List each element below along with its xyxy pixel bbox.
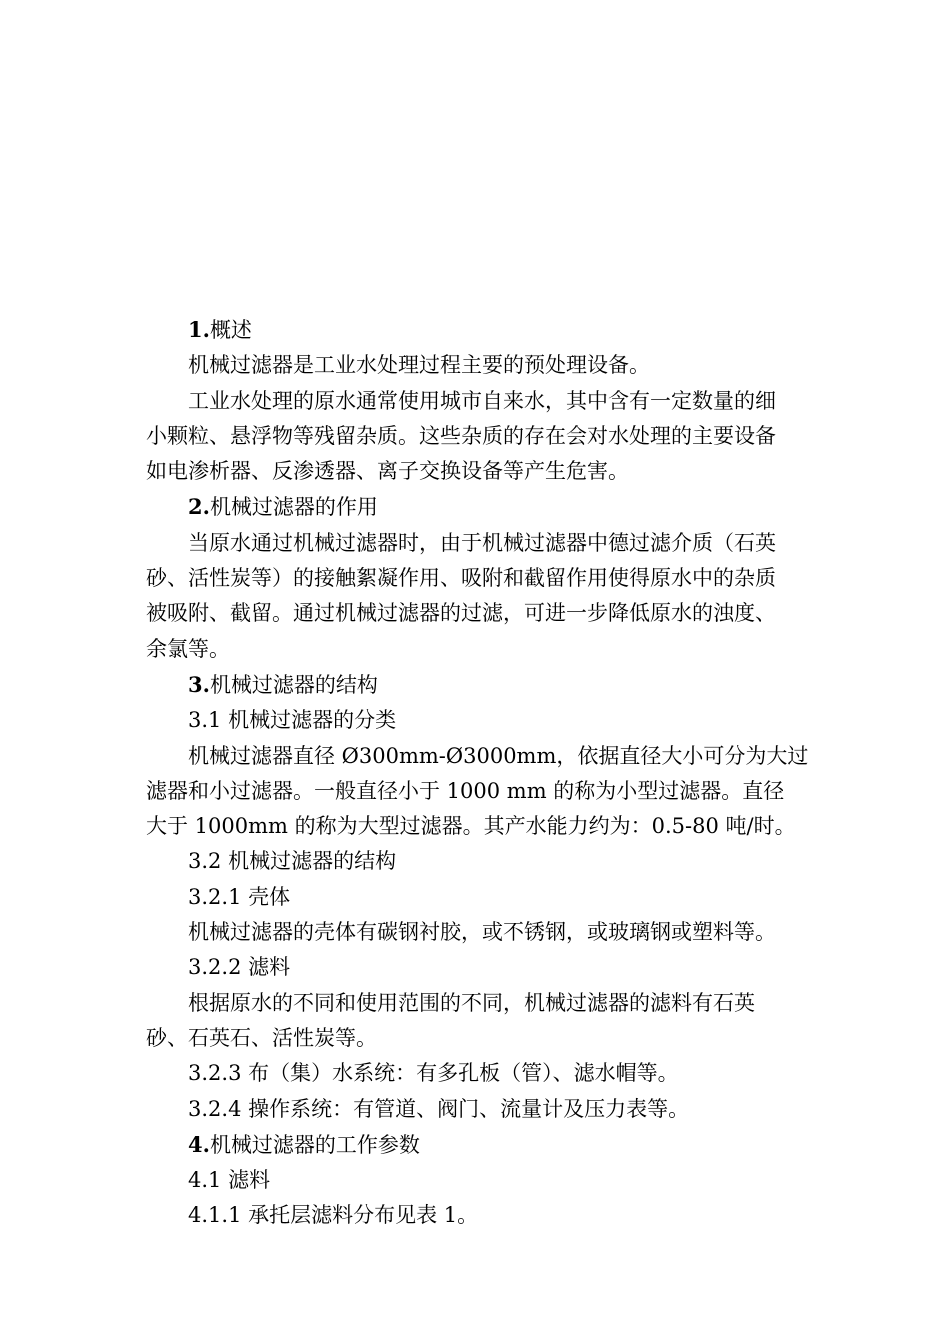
text-line	[146, 1021, 808, 1056]
paragraph-text: 工业水处理的原水通常使用城市自来水，其中含有一定数量的细	[188, 388, 776, 413]
paragraph-text: 3.2.1 壳体	[188, 884, 291, 909]
text-line	[146, 1092, 808, 1127]
text-line	[146, 809, 808, 844]
section-heading: 机械过滤器的作用	[209, 495, 378, 520]
paragraph-text: 3.1 机械过滤器的分类	[188, 708, 397, 733]
text-line	[146, 667, 808, 703]
text-line	[146, 880, 808, 915]
text-line	[146, 561, 808, 596]
paragraph-text: 机械过滤器直径 Ø300mm-Ø3000mm，依据直径大小可分为大过	[188, 743, 808, 768]
text-line	[146, 596, 808, 631]
text-line	[146, 489, 808, 525]
paragraph-text: 当原水通过机械过滤器时，由于机械过滤器中德过滤介质（石英	[188, 530, 776, 555]
section-heading: 机械过滤器的结构	[209, 672, 378, 697]
paragraph-text: 砂、活性炭等）的接触絮凝作用、吸附和截留作用使得原水中的杂质	[146, 566, 776, 591]
section-number: 1.	[188, 317, 210, 342]
paragraph-text: 余氯等。	[146, 636, 230, 661]
text-line	[146, 454, 808, 489]
section-number: 3.	[188, 671, 210, 697]
paragraph-text: 3.2.2 滤料	[188, 955, 291, 980]
paragraph-text: 3.2 机械过滤器的结构	[188, 849, 397, 874]
text-line	[146, 1198, 808, 1233]
text-line	[146, 312, 808, 348]
text-line	[146, 419, 808, 454]
paragraph-text: 被吸附、截留。通过机械过滤器的过滤，可进一步降低原水的浊度、	[146, 601, 776, 626]
paragraph-text: 根据原水的不同和使用范围的不同，机械过滤器的滤料有石英	[188, 990, 755, 1015]
paragraph-text: 如电渗析器、反渗透器、离子交换设备等产生危害。	[146, 459, 629, 484]
paragraph-text: 滤器和小过滤器。一般直径小于 1000 mm 的称为小型过滤器。直径	[146, 778, 785, 803]
text-line	[146, 384, 808, 419]
paragraph-text: 机械过滤器的壳体有碳钢衬胶，或不锈钢，或玻璃钢或塑料等。	[188, 920, 776, 945]
paragraph-text: 砂、石英石、活性炭等。	[146, 1025, 377, 1050]
text-line	[146, 1127, 808, 1163]
text-line	[146, 348, 808, 383]
text-line	[146, 915, 808, 950]
section-number: 4.	[188, 1131, 210, 1157]
text-line	[146, 774, 808, 809]
section-heading: 概述	[209, 318, 252, 342]
text-line	[146, 632, 808, 667]
section-heading: 机械过滤器的工作参数	[209, 1132, 420, 1157]
text-line	[146, 1163, 808, 1198]
text-line	[146, 526, 808, 561]
text-line	[146, 1056, 808, 1091]
paragraph-text: 4.1 滤料	[188, 1168, 271, 1193]
text-line	[146, 986, 808, 1021]
text-line	[146, 739, 808, 774]
text-line	[146, 950, 808, 985]
document-body	[146, 312, 808, 1234]
section-number: 2.	[188, 494, 210, 520]
paragraph-text: 3.2.4 操作系统：有管道、阀门、流量计及压力表等。	[188, 1096, 690, 1121]
paragraph-text: 小颗粒、悬浮物等残留杂质。这些杂质的存在会对水处理的主要设备	[146, 423, 776, 448]
paragraph-text: 机械过滤器是工业水处理过程主要的预处理设备。	[188, 353, 650, 378]
paragraph-text: 大于 1000mm 的称为大型过滤器。其产水能力约为：0.5-80 吨/时。	[146, 814, 796, 839]
text-line	[146, 844, 808, 879]
text-line	[146, 703, 808, 738]
paragraph-text: 3.2.3 布（集）水系统：有多孔板（管）、滤水帽等。	[188, 1061, 679, 1086]
paragraph-text: 4.1.1 承托层滤料分布见表 1。	[188, 1203, 479, 1228]
